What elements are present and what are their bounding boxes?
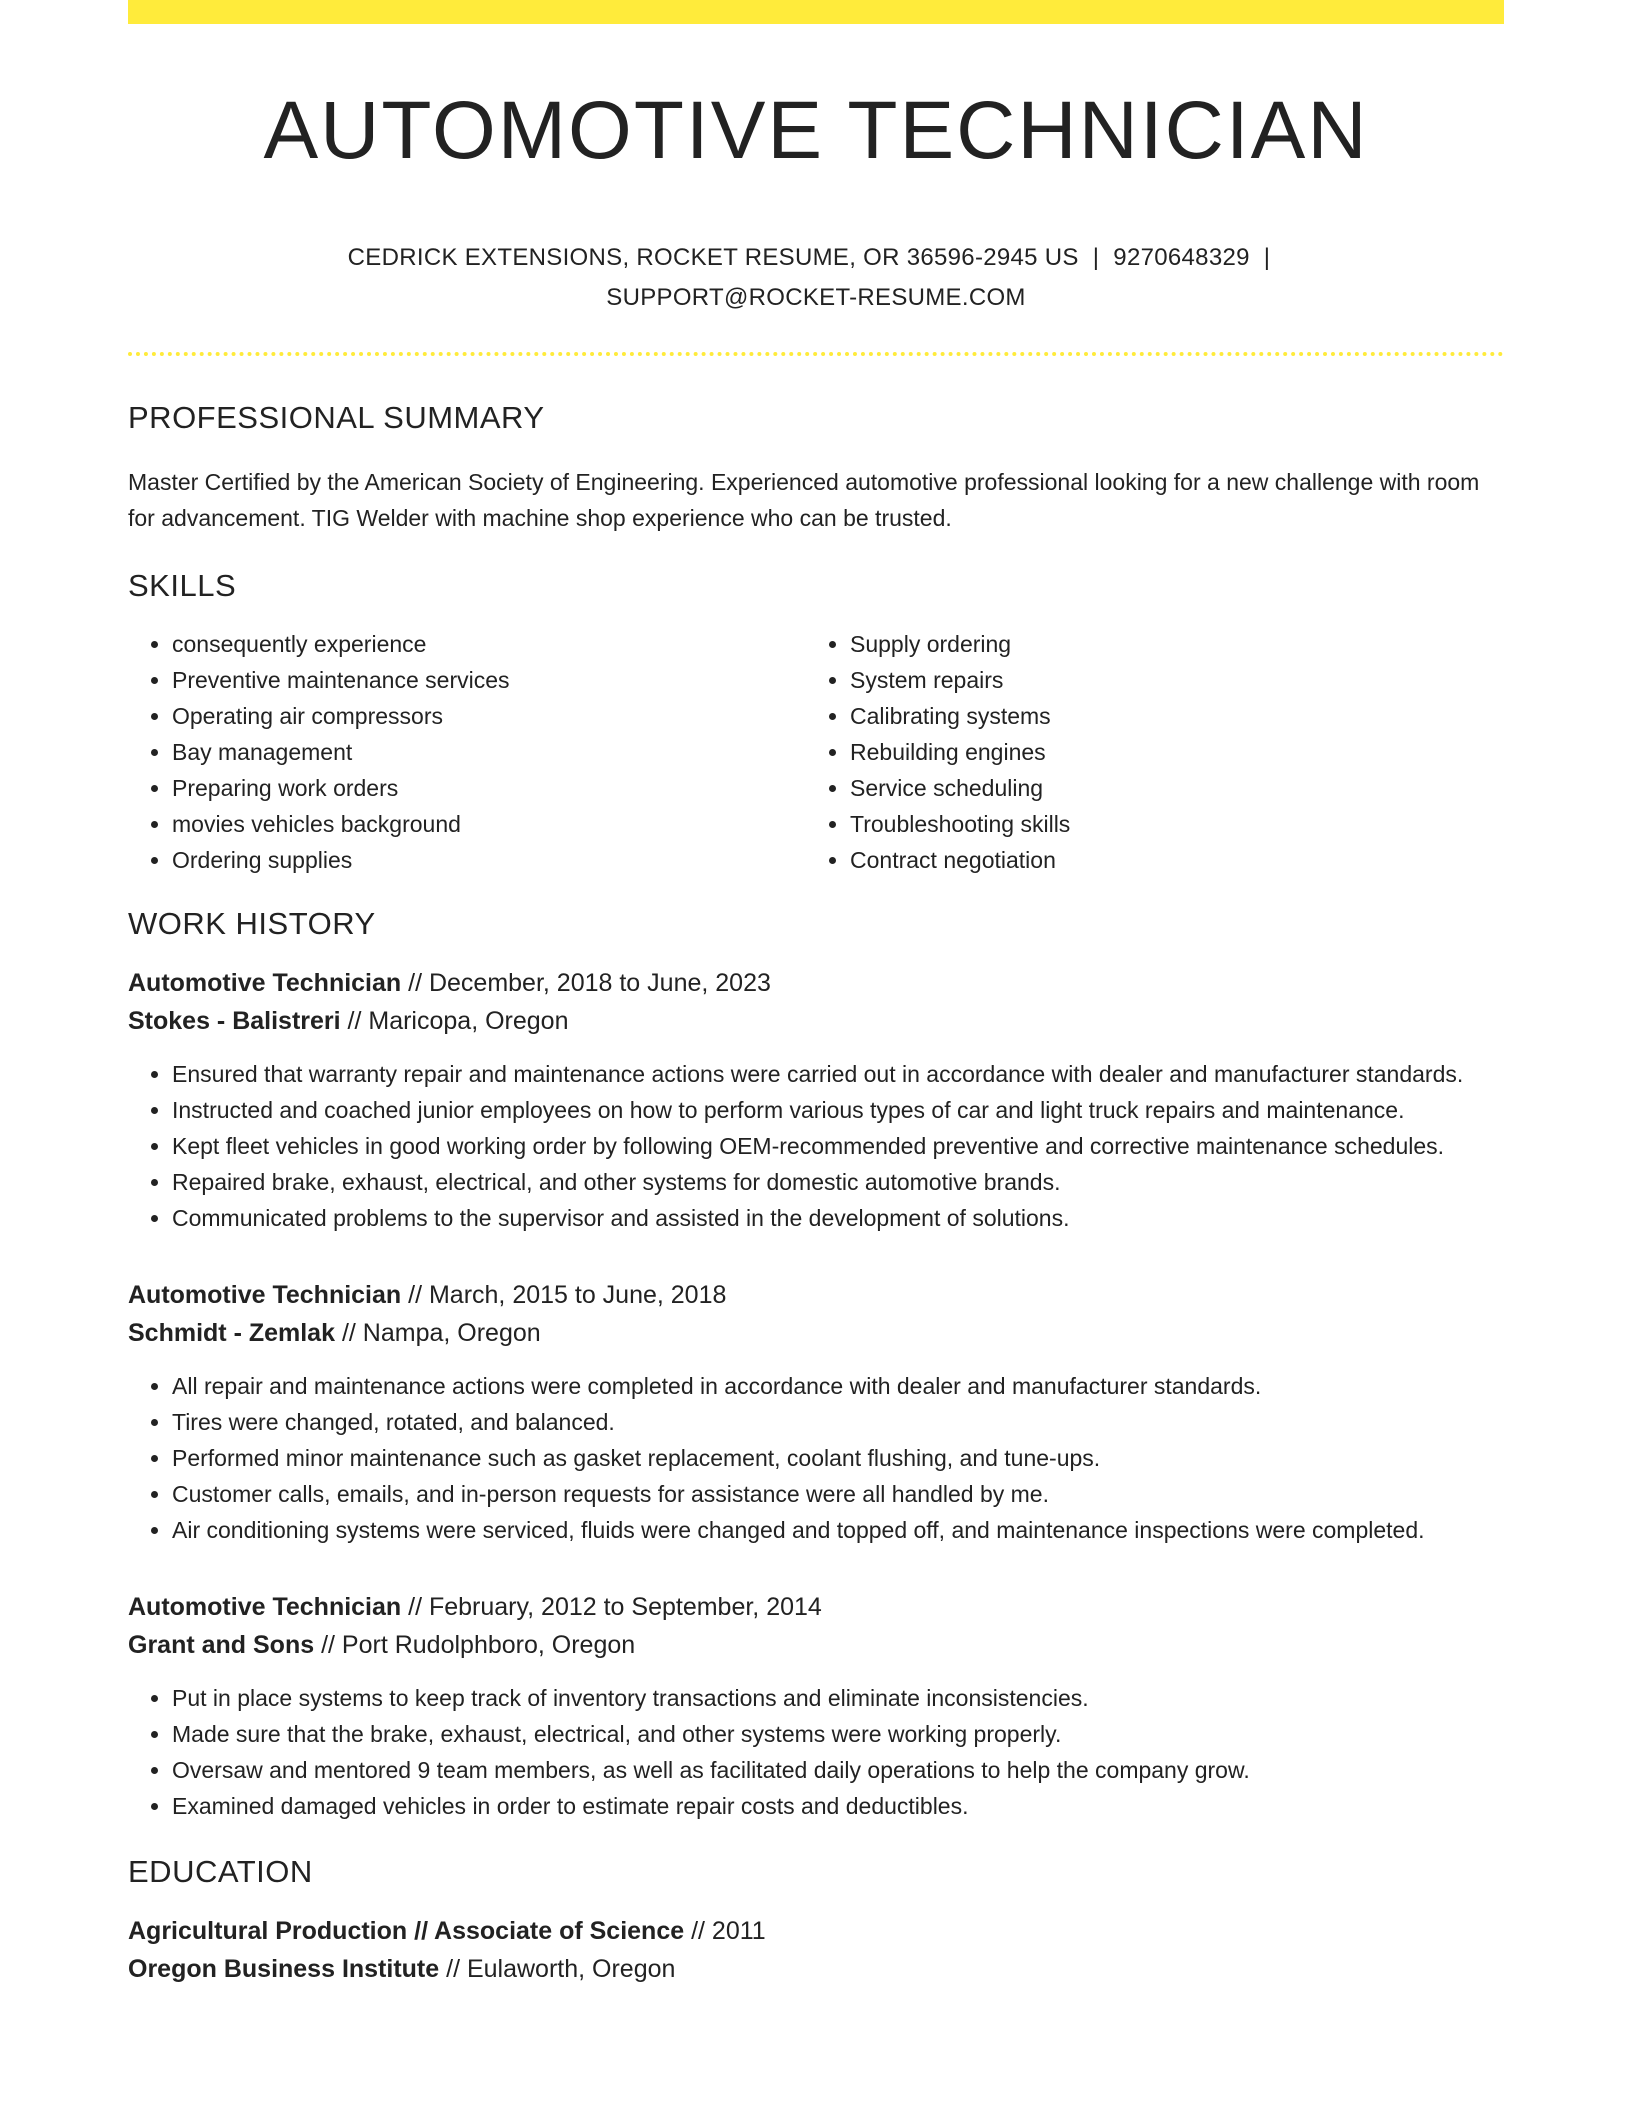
job-bullet: • All repair and maintenance actions were completed in accordance with dealer and manufacturer standards. [172,1368,1504,1404]
job-bullets [128,1056,1504,1236]
job-bullet: • Instructed and coached junior employees on how to perform various types of car and light truck repairs and maintenance. [172,1092,1504,1128]
skills-section [128,568,1504,878]
job-bullet: • Put in place systems to keep track of inventory transactions and eliminate inconsistencies. [172,1680,1504,1716]
education-entry [128,1912,1504,1988]
education-degree-line [128,1912,1504,1950]
job-bullets [128,1368,1504,1548]
job-entry [128,964,1504,1236]
job-company: Grant and Sons [128,1631,315,1660]
section-heading: SKILLS [128,568,237,604]
education-school: Oregon Business Institute [128,1955,440,1984]
job-bullet: • Made sure that the brake, exhaust, electrical, and other systems were working properly. [172,1716,1504,1752]
skill-item: • Preventive maintenance services [172,662,806,698]
skills-grid [128,626,1504,878]
job-location: // Port Rudolphboro, Oregon [314,1631,636,1660]
skill-item: • Operating air compressors [172,698,806,734]
skills-column-left [128,626,806,878]
skill-item: • Bay management [172,734,806,770]
job-company-line [128,1626,1504,1664]
contact-email: SUPPORT@ROCKET-RESUME.COM [606,284,1026,312]
job-dates: // March, 2015 to June, 2018 [401,1281,727,1310]
contact-info [316,238,1316,318]
skill-item: • Supply ordering [850,626,1484,662]
skill-item: • Ordering supplies [172,842,806,878]
resume-page [128,0,1504,1988]
job-title-line [128,1588,1504,1626]
skill-item: • Service scheduling [850,770,1484,806]
skill-item: • Calibrating systems [850,698,1484,734]
skill-item: • System repairs [850,662,1484,698]
work-history-section [128,906,1504,1824]
skill-item: • Preparing work orders [172,770,806,806]
job-bullet: • Customer calls, emails, and in-person requests for assistance were all handled by me. [172,1476,1504,1512]
job-dates: // February, 2012 to September, 2014 [401,1593,822,1622]
contact-phone: 9270648329 [1113,244,1250,272]
job-company-line [128,1314,1504,1352]
skills-column-right [806,626,1484,878]
education-school-line [128,1950,1504,1988]
skill-item: • movies vehicles background [172,806,806,842]
dotted-divider [128,352,1504,356]
job-bullet: • Oversaw and mentored 9 team members, as well as facilitated daily operations to help the company grow. [172,1752,1504,1788]
skill-item: • Troubleshooting skills [850,806,1484,842]
job-bullet: • Repaired brake, exhaust, electrical, and other systems for domestic automotive brands. [172,1164,1504,1200]
job-bullet: • Communicated problems to the supervisor and assisted in the development of solutions. [172,1200,1504,1236]
job-entry [128,1588,1504,1824]
section-heading: PROFESSIONAL SUMMARY [128,400,545,436]
job-location: // Maricopa, Oregon [340,1007,569,1036]
job-dates: // December, 2018 to June, 2023 [401,969,771,998]
education-degree: Agricultural Production // Associate of Science [128,1917,685,1946]
contact-separator: | [1263,244,1271,272]
contact-address: CEDRICK EXTENSIONS, ROCKET RESUME, OR 36596-2945 US [347,244,1079,272]
job-title: Automotive Technician [128,969,402,998]
education-section [128,1854,1504,1988]
education-location: // Eulaworth, Oregon [439,1955,676,1984]
job-entry [128,1276,1504,1548]
skill-item: • Rebuilding engines [850,734,1484,770]
skill-item: • consequently experience [172,626,806,662]
job-title: Automotive Technician [128,1593,402,1622]
job-company: Stokes - Balistreri [128,1007,341,1036]
job-bullet: • Tires were changed, rotated, and balanced. [172,1404,1504,1440]
education-year: // 2011 [684,1917,766,1946]
job-bullet: • Kept fleet vehicles in good working order by following OEM-recommended preventive and corrective maintenance schedules. [172,1128,1504,1164]
job-title-line [128,1276,1504,1314]
job-title: Automotive Technician [128,1281,402,1310]
job-bullet: • Examined damaged vehicles in order to estimate repair costs and deductibles. [172,1788,1504,1824]
accent-top-bar [128,0,1504,24]
professional-summary-section [128,400,1504,536]
job-title-line [128,964,1504,1002]
job-bullet: • Performed minor maintenance such as gasket replacement, coolant flushing, and tune-ups. [172,1440,1504,1476]
job-company-line [128,1002,1504,1040]
job-bullet: • Air conditioning systems were serviced, fluids were changed and topped off, and maintenance inspections were completed. [172,1512,1504,1548]
skill-item: • Contract negotiation [850,842,1484,878]
job-company: Schmidt - Zemlak [128,1319,335,1348]
summary-text: Master Certified by the American Society of Engineering. Experienced automotive professional looking for a new challenge with room for advancement. TIG Welder with machine shop experience who can be trusted. [128,469,1480,532]
resume-title: AUTOMOTIVE TECHNICIAN [263,85,1369,176]
contact-separator: | [1092,244,1100,272]
section-heading: WORK HISTORY [128,906,376,942]
job-location: // Nampa, Oregon [335,1319,541,1348]
section-heading: EDUCATION [128,1854,313,1890]
job-bullet: • Ensured that warranty repair and maintenance actions were carried out in accordance with dealer and manufacturer standards. [172,1056,1504,1092]
job-bullets [128,1680,1504,1824]
